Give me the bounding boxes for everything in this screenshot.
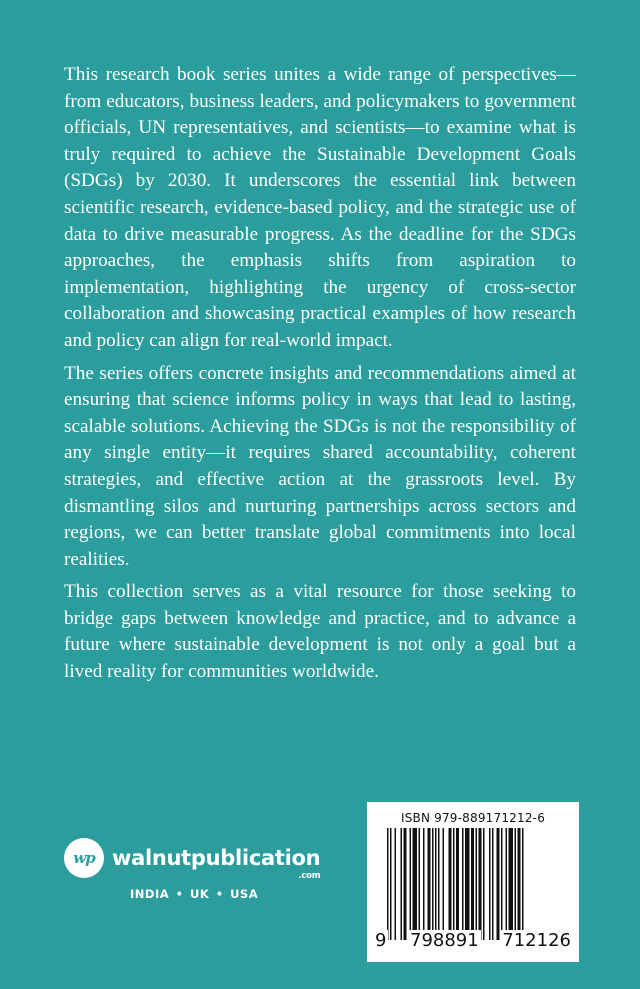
publisher-name-text: walnutpublication <box>112 846 321 870</box>
barcode-bar <box>387 828 389 940</box>
barcode-bar <box>465 828 470 940</box>
barcode-bar <box>479 828 482 940</box>
barcode-bar <box>410 828 412 940</box>
publisher-name <box>112 846 321 881</box>
barcode-bar <box>438 828 440 940</box>
barcode-bars <box>387 828 559 940</box>
barcode-bar <box>435 828 437 940</box>
back-cover-description <box>64 62 576 692</box>
barcode-bar <box>476 828 478 940</box>
barcode-bar <box>449 828 452 940</box>
description-paragraph-3: This collection serves as a vital resource for those seeking to bridge gaps between knowledge and practice, and to advance a future where sustainable development is not only a goal but a lived reality for communities worldwide. <box>64 581 576 683</box>
barcode-bar <box>506 828 508 940</box>
barcode-bar <box>462 828 464 940</box>
barcode-bar <box>428 828 431 940</box>
barcode-bar <box>404 828 407 940</box>
isbn-label: ISBN 979-889171212-6 <box>400 811 546 825</box>
description-paragraph-1: This research book series unites a wide range of perspectives—from educators, business leaders, and policymakers to government officials, UN representatives, and scientists—to examine what is truly required to achieve the Sustainable Development Goals (SDGs) by 2030. It underscores the essential link between scientific research, evidence-based policy, and the strategic use of data to drive measurable progress. As the deadline for the SDGs approaches, the emphasis shifts from aspiration to implementation, highlighting the urgency of cross-sector collaboration and showcasing practical examples of how research and policy can align for real-world impact. <box>64 64 576 351</box>
barcode-bar <box>492 828 494 940</box>
publisher-countries: INDIA • UK • USA <box>130 887 259 901</box>
barcode-digit-prefix: 9 <box>375 930 387 951</box>
description-paragraph-2: The series offers concrete insights and recommendations aimed at ensuring that science informs policy in ways that lead to lasting, scalable solutions. Achieving the SDGs is not the responsibility of any single entity—it requires shared accountability, coherent strategies, and effective action at the grassroots level. By dismantling silos and nurturing partnerships across sectors and regions, we can better translate global commitments into local realities. <box>64 362 576 570</box>
barcode-bar <box>471 828 474 940</box>
isbn-barcode <box>367 802 579 962</box>
barcode-bar <box>413 828 418 940</box>
publisher-logo <box>64 838 321 881</box>
publisher-domain-suffix: .com <box>298 871 321 881</box>
barcode-bar <box>395 828 397 940</box>
barcode-bar <box>497 828 500 940</box>
barcode-digit-left-group: 798891 <box>410 930 479 951</box>
barcode-bar <box>443 828 445 940</box>
barcode-bar <box>453 828 455 940</box>
walnut-logo-icon: wp <box>64 838 104 878</box>
barcode-digit-right-group: 712126 <box>502 930 571 951</box>
barcode-bar <box>489 828 491 940</box>
barcode-bar <box>423 828 425 940</box>
barcode-bar <box>401 828 403 940</box>
barcode-bar <box>419 828 421 940</box>
barcode-bar <box>483 828 485 940</box>
barcode-bar <box>390 828 392 940</box>
barcode-bar <box>456 828 459 940</box>
barcode-bar <box>432 828 434 940</box>
barcode-bar <box>501 828 503 940</box>
barcode-bar <box>518 828 521 940</box>
barcode-bar <box>515 828 517 940</box>
barcode-bar <box>522 828 524 940</box>
barcode-digits <box>373 930 573 951</box>
barcode-bar <box>509 828 514 940</box>
